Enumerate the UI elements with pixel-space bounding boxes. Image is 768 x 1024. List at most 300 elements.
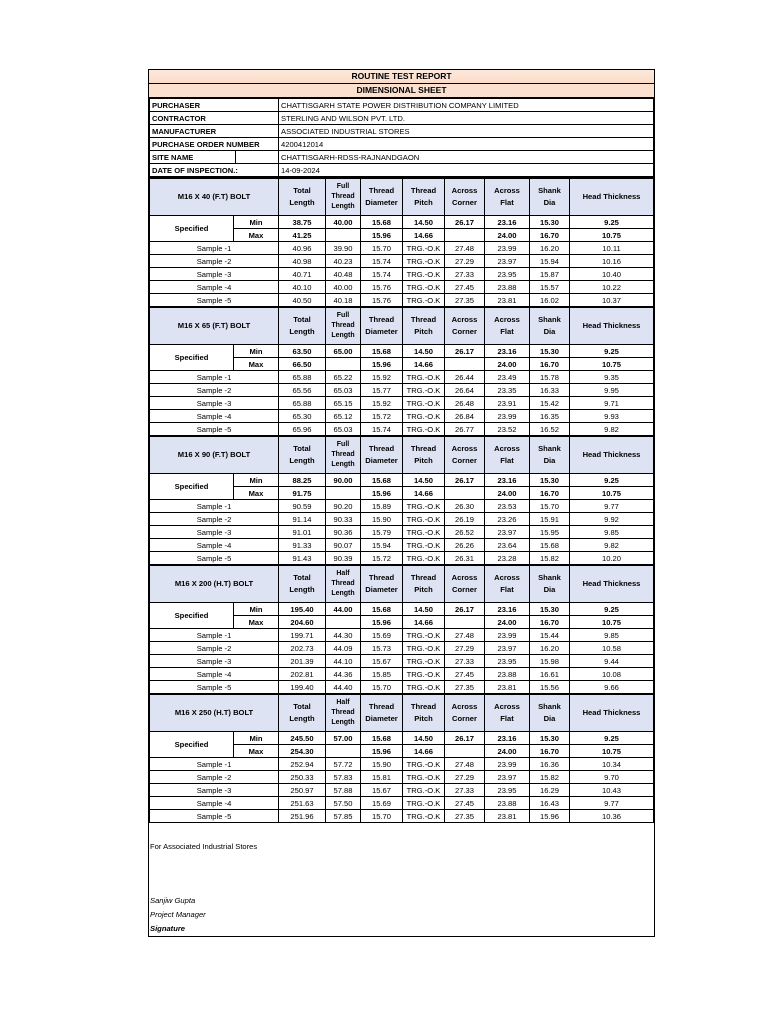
head-thickness-header: Head Thickness (570, 178, 654, 216)
spec-min-row (150, 603, 654, 616)
footer-company: For Associated Industrial Stores (150, 842, 258, 851)
spec-max-value (445, 358, 485, 371)
spec-min-value: 88.25 (279, 474, 326, 487)
sample-value: 10.08 (570, 668, 654, 681)
sample-row (150, 668, 654, 681)
spec-max-value: 15.96 (361, 487, 403, 500)
sample-value: 26.52 (445, 526, 485, 539)
info-value: STERLING AND WILSON PVT. LTD. (279, 112, 654, 125)
sample-row (150, 681, 654, 695)
spec-max-value (326, 616, 361, 629)
spec-max-value: 66.50 (279, 358, 326, 371)
sample-label: Sample -3 (150, 397, 279, 410)
sample-value: TRG.-O.K (403, 294, 445, 308)
sample-row (150, 500, 654, 513)
sample-label: Sample -4 (150, 410, 279, 423)
sample-value: 44.10 (326, 655, 361, 668)
sample-value: 90.07 (326, 539, 361, 552)
shank-dia-header: Shank Dia (530, 694, 570, 732)
sample-value: 15.70 (361, 242, 403, 255)
sample-row (150, 513, 654, 526)
sample-value: 16.20 (530, 242, 570, 255)
sample-value: 16.20 (530, 642, 570, 655)
block-header-row (150, 565, 654, 603)
sample-value: 90.33 (326, 513, 361, 526)
info-label: SITE NAME (150, 151, 236, 164)
spec-min-value: 23.16 (485, 345, 530, 358)
sample-value: 15.92 (361, 397, 403, 410)
sample-value: 250.33 (279, 771, 326, 784)
sample-value: TRG.-O.K (403, 642, 445, 655)
sample-value: 23.99 (485, 758, 530, 771)
sample-value: 27.45 (445, 281, 485, 294)
sample-value: 90.20 (326, 500, 361, 513)
sample-value: 65.88 (279, 397, 326, 410)
spec-max-value: 14.66 (403, 358, 445, 371)
sample-value: 250.97 (279, 784, 326, 797)
spec-min-value: 15.30 (530, 732, 570, 745)
sample-value: 26.19 (445, 513, 485, 526)
sample-value: 15.94 (361, 539, 403, 552)
sample-value: 15.74 (361, 255, 403, 268)
sample-value: 9.82 (570, 423, 654, 437)
block-header-row (150, 307, 654, 345)
spec-min-value: 9.25 (570, 474, 654, 487)
spec-min-value: 15.30 (530, 474, 570, 487)
sample-value: TRG.-O.K (403, 668, 445, 681)
sample-value: 9.85 (570, 526, 654, 539)
info-row (150, 112, 654, 125)
spec-min-value: 14.50 (403, 345, 445, 358)
across-corner-header: Across Corner (445, 565, 485, 603)
sample-value: 202.73 (279, 642, 326, 655)
spec-min-value: 15.68 (361, 732, 403, 745)
bolt-name: M16 X 40 (F.T) BOLT (150, 178, 279, 216)
sample-row (150, 281, 654, 294)
thread-length-header: Half Thread Length (326, 565, 361, 603)
sample-value: 57.50 (326, 797, 361, 810)
max-label: Max (234, 616, 279, 629)
sample-value: TRG.-O.K (403, 526, 445, 539)
sample-value: 199.40 (279, 681, 326, 695)
sample-row (150, 423, 654, 437)
spec-min-value: 14.50 (403, 216, 445, 229)
sample-value: 9.66 (570, 681, 654, 695)
sample-value: 15.91 (530, 513, 570, 526)
sample-value: 27.45 (445, 797, 485, 810)
spec-min-value: 9.25 (570, 732, 654, 745)
sample-label: Sample -1 (150, 758, 279, 771)
sample-value: 65.96 (279, 423, 326, 437)
info-row (150, 138, 654, 151)
sample-value: 15.70 (530, 500, 570, 513)
sample-value: 27.35 (445, 810, 485, 823)
spec-min-value: 9.25 (570, 603, 654, 616)
bolt-name: M16 X 200 (H.T) BOLT (150, 565, 279, 603)
sample-value: 27.33 (445, 268, 485, 281)
sample-row (150, 410, 654, 423)
sample-value: TRG.-O.K (403, 500, 445, 513)
thread-pitch-header: Thread Pitch (403, 436, 445, 474)
block-header-row (150, 694, 654, 732)
thread-diameter-header: Thread Diameter (361, 178, 403, 216)
spec-min-value: 15.30 (530, 345, 570, 358)
total-length-header: Total Length (279, 178, 326, 216)
sample-label: Sample -3 (150, 655, 279, 668)
info-row (150, 164, 654, 177)
sample-value: 44.40 (326, 681, 361, 695)
sample-value: 26.30 (445, 500, 485, 513)
sample-value: 27.48 (445, 758, 485, 771)
sample-value: 23.88 (485, 281, 530, 294)
spec-min-value: 26.17 (445, 474, 485, 487)
spec-max-value: 41.25 (279, 229, 326, 242)
sample-value: 23.88 (485, 668, 530, 681)
sample-value: 15.57 (530, 281, 570, 294)
thread-diameter-header: Thread Diameter (361, 436, 403, 474)
spec-max-value: 91.75 (279, 487, 326, 500)
sample-value: 23.99 (485, 242, 530, 255)
sample-label: Sample -5 (150, 810, 279, 823)
info-row (150, 99, 654, 112)
report-title: ROUTINE TEST REPORT (149, 70, 654, 84)
sample-label: Sample -1 (150, 371, 279, 384)
sample-value: 15.56 (530, 681, 570, 695)
sample-value: 9.95 (570, 384, 654, 397)
sample-label: Sample -2 (150, 255, 279, 268)
sample-label: Sample -1 (150, 629, 279, 642)
sample-value: 15.90 (361, 513, 403, 526)
sample-value: TRG.-O.K (403, 681, 445, 695)
sample-value: 26.31 (445, 552, 485, 566)
spec-max-value: 10.75 (570, 487, 654, 500)
sample-row (150, 526, 654, 539)
sample-value: 10.20 (570, 552, 654, 566)
spec-min-row (150, 345, 654, 358)
sample-value: 40.18 (326, 294, 361, 308)
spec-max-value: 24.00 (485, 229, 530, 242)
sample-value: 199.71 (279, 629, 326, 642)
spec-max-value: 14.66 (403, 616, 445, 629)
sample-value: TRG.-O.K (403, 268, 445, 281)
sample-value: 91.01 (279, 526, 326, 539)
sample-value: 65.15 (326, 397, 361, 410)
info-table (149, 98, 654, 177)
sample-value: 27.45 (445, 668, 485, 681)
sample-value: 16.61 (530, 668, 570, 681)
sample-value: 15.69 (361, 797, 403, 810)
sample-value: 15.90 (361, 758, 403, 771)
info-label: MANUFACTURER (150, 125, 279, 138)
sample-value: 10.37 (570, 294, 654, 308)
sample-value: 23.97 (485, 642, 530, 655)
sample-label: Sample -4 (150, 539, 279, 552)
spec-max-value (326, 487, 361, 500)
spec-min-value: 15.68 (361, 216, 403, 229)
sample-row (150, 797, 654, 810)
sample-value: 23.99 (485, 629, 530, 642)
shank-dia-header: Shank Dia (530, 565, 570, 603)
sample-value: 9.71 (570, 397, 654, 410)
spec-min-value: 15.68 (361, 603, 403, 616)
sample-value: 40.50 (279, 294, 326, 308)
thread-pitch-header: Thread Pitch (403, 694, 445, 732)
total-length-header: Total Length (279, 307, 326, 345)
sample-value: 16.52 (530, 423, 570, 437)
thread-pitch-header: Thread Pitch (403, 307, 445, 345)
sample-label: Sample -5 (150, 552, 279, 566)
sample-value: 40.71 (279, 268, 326, 281)
sample-row (150, 268, 654, 281)
thread-length-header: Full Thread Length (326, 436, 361, 474)
sample-value: 15.82 (530, 771, 570, 784)
spec-min-value: 26.17 (445, 603, 485, 616)
sample-value: 15.98 (530, 655, 570, 668)
info-label: CONTRACTOR (150, 112, 279, 125)
sample-row (150, 655, 654, 668)
head-thickness-header: Head Thickness (570, 565, 654, 603)
spec-max-value (445, 487, 485, 500)
spec-max-value (445, 229, 485, 242)
sample-row (150, 758, 654, 771)
sample-value: 40.98 (279, 255, 326, 268)
sample-value: 15.72 (361, 552, 403, 566)
spec-min-value: 15.68 (361, 474, 403, 487)
spec-max-value (326, 229, 361, 242)
spec-min-value: 90.00 (326, 474, 361, 487)
min-label: Min (234, 603, 279, 616)
sample-value: 90.59 (279, 500, 326, 513)
sample-row (150, 242, 654, 255)
spec-max-value: 24.00 (485, 616, 530, 629)
sample-value: 65.12 (326, 410, 361, 423)
head-thickness-header: Head Thickness (570, 307, 654, 345)
sample-row (150, 642, 654, 655)
sample-value: TRG.-O.K (403, 384, 445, 397)
info-value: CHATTISGARH-RDSS-RAJNANDGAON (279, 151, 654, 164)
info-row (150, 151, 654, 164)
sample-value: 15.81 (361, 771, 403, 784)
sample-value: 23.97 (485, 255, 530, 268)
sample-value: 15.96 (530, 810, 570, 823)
sample-value: TRG.-O.K (403, 552, 445, 566)
across-flat-header: Across Flat (485, 565, 530, 603)
sample-value: 23.26 (485, 513, 530, 526)
sample-value: 9.35 (570, 371, 654, 384)
sample-row (150, 810, 654, 823)
spec-max-value: 14.66 (403, 745, 445, 758)
sample-value: 57.88 (326, 784, 361, 797)
shank-dia-header: Shank Dia (530, 307, 570, 345)
sample-row (150, 539, 654, 552)
spec-max-value: 14.66 (403, 229, 445, 242)
sample-label: Sample -4 (150, 668, 279, 681)
sample-value: 15.69 (361, 629, 403, 642)
sample-row (150, 784, 654, 797)
spec-min-row (150, 474, 654, 487)
sample-value: 65.22 (326, 371, 361, 384)
max-label: Max (234, 487, 279, 500)
sample-label: Sample -3 (150, 526, 279, 539)
sample-value: 65.56 (279, 384, 326, 397)
sample-value: 9.44 (570, 655, 654, 668)
bolt-name: M16 X 65 (F.T) BOLT (150, 307, 279, 345)
min-label: Min (234, 216, 279, 229)
measurement-table (149, 177, 654, 823)
sample-value: 23.91 (485, 397, 530, 410)
sample-value: 23.97 (485, 771, 530, 784)
sample-value: 40.23 (326, 255, 361, 268)
head-thickness-header: Head Thickness (570, 694, 654, 732)
sample-value: 23.81 (485, 294, 530, 308)
spec-min-value: 14.50 (403, 603, 445, 616)
across-flat-header: Across Flat (485, 694, 530, 732)
sample-value: 23.88 (485, 797, 530, 810)
sample-value: 15.42 (530, 397, 570, 410)
spec-min-value: 245.50 (279, 732, 326, 745)
sample-value: 15.92 (361, 371, 403, 384)
sample-value: 23.81 (485, 681, 530, 695)
sample-row (150, 255, 654, 268)
spec-max-value (326, 358, 361, 371)
spec-min-value: 40.00 (326, 216, 361, 229)
sample-value: 9.77 (570, 500, 654, 513)
spec-min-value: 23.16 (485, 603, 530, 616)
across-flat-header: Across Flat (485, 178, 530, 216)
sample-value: 44.09 (326, 642, 361, 655)
sample-value: 27.48 (445, 629, 485, 642)
sample-value: TRG.-O.K (403, 771, 445, 784)
sample-row (150, 294, 654, 308)
sample-value: 10.43 (570, 784, 654, 797)
sample-row (150, 371, 654, 384)
sample-value: 23.81 (485, 810, 530, 823)
max-label: Max (234, 745, 279, 758)
sample-value: 65.30 (279, 410, 326, 423)
sample-value: 251.63 (279, 797, 326, 810)
spec-min-value: 15.68 (361, 345, 403, 358)
block-header-row (150, 178, 654, 216)
thread-length-header: Full Thread Length (326, 178, 361, 216)
spec-max-value: 10.75 (570, 358, 654, 371)
report-subtitle: DIMENSIONAL SHEET (149, 84, 654, 98)
sample-label: Sample -5 (150, 681, 279, 695)
spec-min-value: 57.00 (326, 732, 361, 745)
sample-value: 26.77 (445, 423, 485, 437)
sample-value: 15.72 (361, 410, 403, 423)
sample-value: 23.52 (485, 423, 530, 437)
sample-value: 57.85 (326, 810, 361, 823)
sample-value: 10.58 (570, 642, 654, 655)
sample-value: 44.30 (326, 629, 361, 642)
sample-value: 27.35 (445, 294, 485, 308)
sample-value: 27.35 (445, 681, 485, 695)
sample-value: 40.96 (279, 242, 326, 255)
sample-value: 15.44 (530, 629, 570, 642)
spec-max-value: 10.75 (570, 745, 654, 758)
sample-value: 202.81 (279, 668, 326, 681)
spec-max-value: 16.70 (530, 745, 570, 758)
spec-max-value: 16.70 (530, 616, 570, 629)
spec-min-value: 14.50 (403, 732, 445, 745)
sample-value: 15.95 (530, 526, 570, 539)
info-value: 4200412014 (279, 138, 654, 151)
sample-value: 40.48 (326, 268, 361, 281)
sample-value: TRG.-O.K (403, 242, 445, 255)
sample-label: Sample -2 (150, 384, 279, 397)
sample-row (150, 397, 654, 410)
specified-label: Specified (150, 216, 234, 242)
sample-value: 15.68 (530, 539, 570, 552)
thread-diameter-header: Thread Diameter (361, 307, 403, 345)
sample-value: TRG.-O.K (403, 655, 445, 668)
spec-max-value: 16.70 (530, 487, 570, 500)
thread-pitch-header: Thread Pitch (403, 178, 445, 216)
sample-value: 10.22 (570, 281, 654, 294)
min-label: Min (234, 474, 279, 487)
spec-min-value: 9.25 (570, 216, 654, 229)
specified-label: Specified (150, 474, 234, 500)
sample-value: 15.74 (361, 423, 403, 437)
sample-value: 40.00 (326, 281, 361, 294)
sample-value: 23.95 (485, 655, 530, 668)
min-label: Min (234, 345, 279, 358)
across-flat-header: Across Flat (485, 436, 530, 474)
sample-value: 15.67 (361, 655, 403, 668)
signature-label: Signature (150, 924, 186, 933)
sample-value: 26.26 (445, 539, 485, 552)
sample-value: 15.70 (361, 681, 403, 695)
sample-value: TRG.-O.K (403, 255, 445, 268)
sample-label: Sample -2 (150, 771, 279, 784)
sample-value: 27.48 (445, 242, 485, 255)
sample-value: 16.35 (530, 410, 570, 423)
sample-value: 27.29 (445, 642, 485, 655)
head-thickness-header: Head Thickness (570, 436, 654, 474)
sample-value: 65.03 (326, 423, 361, 437)
sample-value: 15.87 (530, 268, 570, 281)
sample-value: 15.67 (361, 784, 403, 797)
sample-value: 15.89 (361, 500, 403, 513)
info-blank (236, 151, 279, 164)
sample-value: TRG.-O.K (403, 513, 445, 526)
sample-value: TRG.-O.K (403, 784, 445, 797)
sample-value: 15.82 (530, 552, 570, 566)
spec-max-value: 16.70 (530, 358, 570, 371)
thread-length-header: Half Thread Length (326, 694, 361, 732)
sample-value: 27.33 (445, 784, 485, 797)
sample-value: 16.29 (530, 784, 570, 797)
sample-value: 15.74 (361, 268, 403, 281)
sample-value: 23.97 (485, 526, 530, 539)
info-label: DATE OF INSPECTION.: (150, 164, 279, 177)
sample-value: 16.02 (530, 294, 570, 308)
spec-min-value: 23.16 (485, 732, 530, 745)
sample-value: 23.95 (485, 268, 530, 281)
info-value: ASSOCIATED INDUSTRIAL STORES (279, 125, 654, 138)
across-flat-header: Across Flat (485, 307, 530, 345)
sample-value: 27.33 (445, 655, 485, 668)
sample-value: 26.44 (445, 371, 485, 384)
sample-value: 15.94 (530, 255, 570, 268)
bolt-name: M16 X 90 (F.T) BOLT (150, 436, 279, 474)
sample-label: Sample -5 (150, 294, 279, 308)
specified-label: Specified (150, 732, 234, 758)
sample-row (150, 384, 654, 397)
sample-value: 10.11 (570, 242, 654, 255)
sample-value: 10.16 (570, 255, 654, 268)
bolt-name: M16 X 250 (H.T) BOLT (150, 694, 279, 732)
